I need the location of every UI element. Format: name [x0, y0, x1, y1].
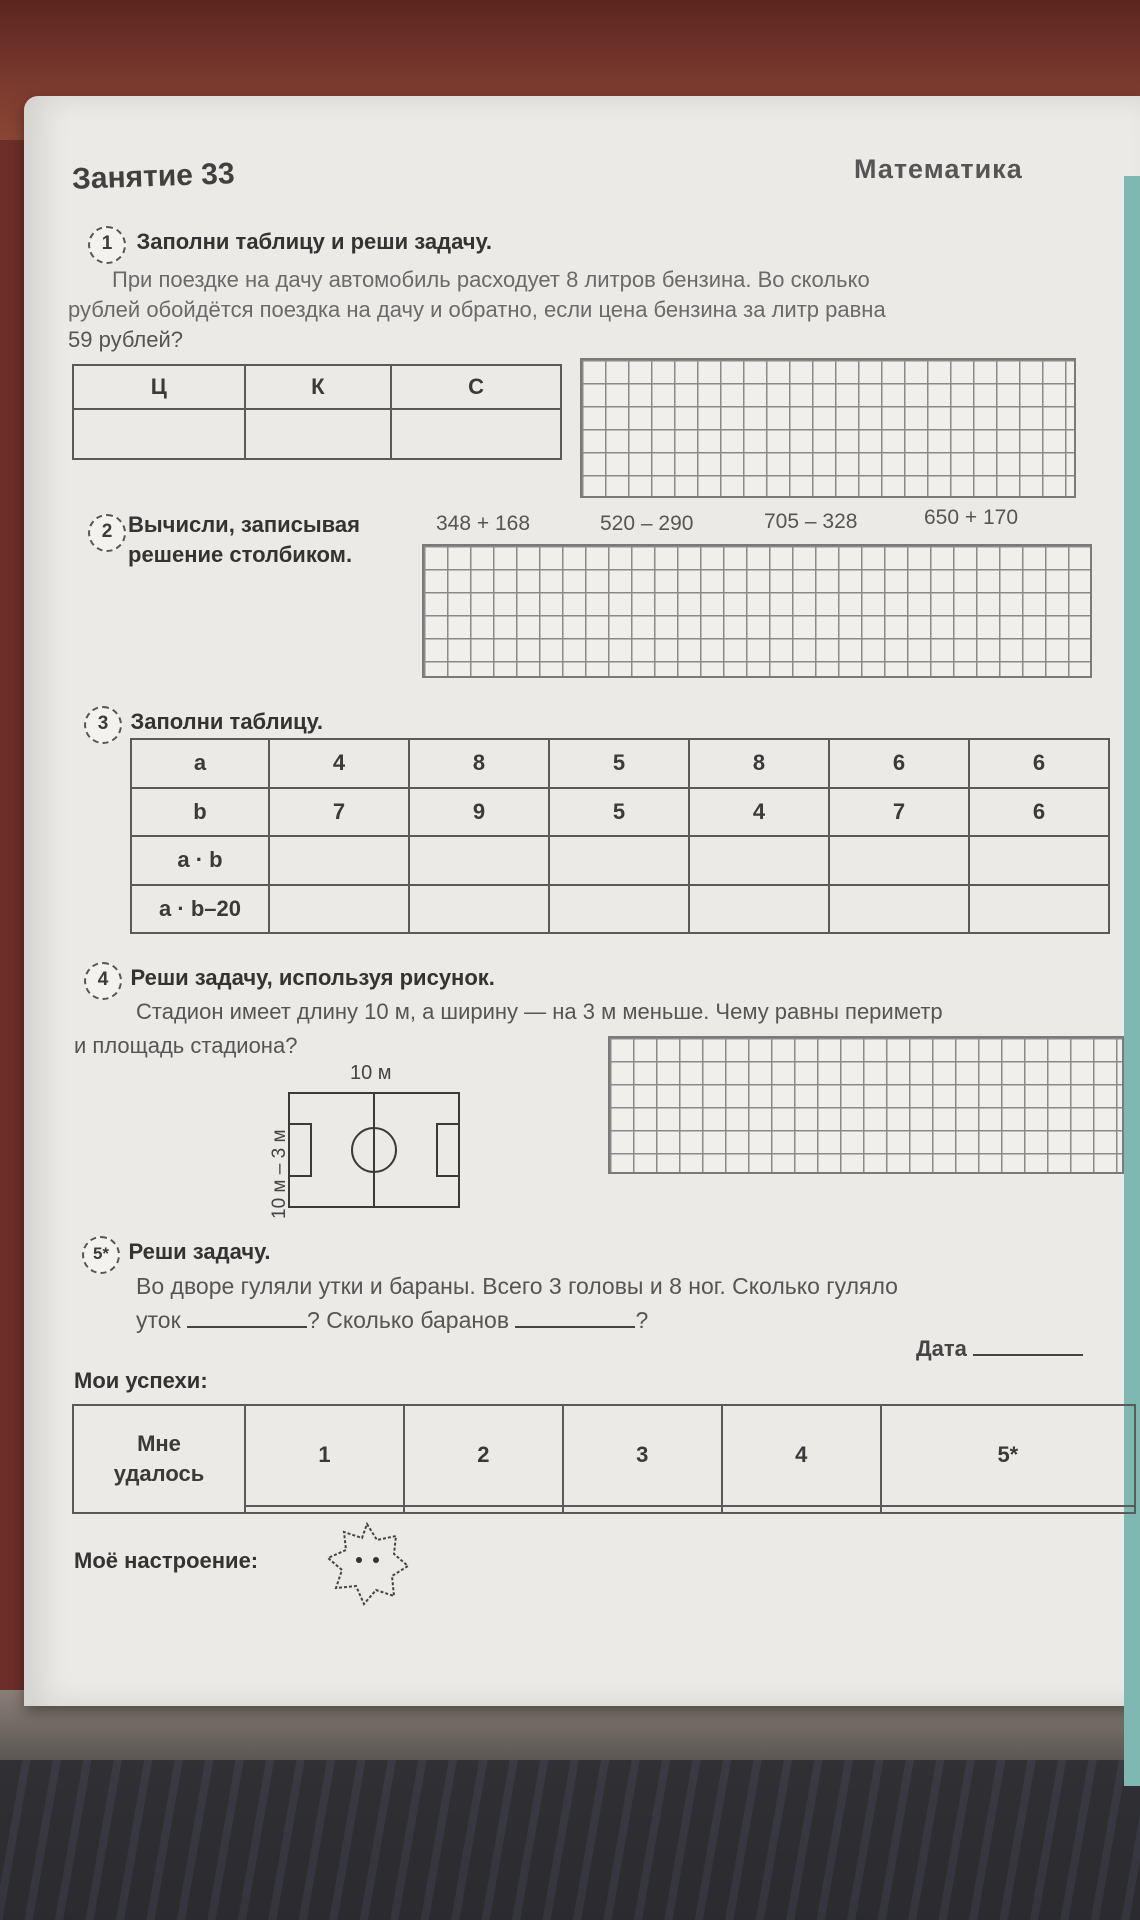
table-header-cost: С	[391, 365, 561, 409]
task-1-table	[72, 364, 562, 460]
task-number-badge: 2	[88, 514, 126, 552]
lesson-title: Занятие 33	[71, 157, 236, 196]
task-number-badge: 5*	[82, 1236, 120, 1274]
date-field	[916, 1336, 1083, 1362]
expression-1: 348 + 168	[436, 512, 531, 535]
table-cell-input[interactable]	[829, 885, 969, 934]
table-cell-input[interactable]	[409, 885, 549, 934]
row-label-ab-minus-20: a · b–20	[131, 885, 269, 934]
success-col-4: 4	[722, 1405, 881, 1506]
task-2-title-1: Вычисли, записывая	[128, 512, 360, 537]
table-header-price: Ц	[73, 365, 245, 409]
success-col-1: 1	[245, 1405, 404, 1506]
table-cell-input[interactable]	[269, 885, 409, 934]
success-col-3: 3	[563, 1405, 722, 1506]
task-2-work-grid[interactable]	[422, 544, 1092, 678]
row-label-a: a	[131, 739, 269, 788]
background-fabric	[0, 1760, 1140, 1920]
mood-label: Моё настроение:	[74, 1548, 259, 1573]
table-cell-input[interactable]	[549, 836, 689, 885]
ducks-word: уток	[136, 1307, 181, 1333]
expression-2: 520 – 290	[600, 512, 694, 535]
table-cell: 8	[689, 739, 829, 788]
success-col-2: 2	[404, 1405, 563, 1506]
success-row-label	[73, 1405, 245, 1513]
success-cell-input[interactable]	[722, 1506, 881, 1513]
table-cell: 7	[269, 788, 409, 837]
success-table	[72, 1404, 1136, 1514]
date-label: Дата	[916, 1336, 967, 1361]
task-4-text-2: и площадь стадиона?	[74, 1033, 298, 1058]
task-1-header	[88, 226, 492, 264]
success-title: Мои успехи:	[74, 1368, 208, 1393]
stadium-drawing	[288, 1092, 460, 1208]
table-cell: 8	[409, 739, 549, 788]
table-cell: 9	[409, 788, 549, 837]
task-1-work-grid[interactable]	[580, 358, 1076, 498]
table-cell: 4	[689, 788, 829, 837]
table-cell-input[interactable]	[549, 885, 689, 934]
success-label-line-1: Мне	[137, 1431, 181, 1456]
success-cell-input[interactable]	[563, 1506, 722, 1513]
success-col-5: 5*	[881, 1405, 1135, 1506]
sheep-answer-blank[interactable]	[515, 1326, 635, 1328]
task-title: Заполни таблицу и реши задачу.	[136, 229, 492, 254]
table-header-quantity: К	[245, 365, 392, 409]
table-cell-input[interactable]	[969, 836, 1109, 885]
task-number-badge: 4	[84, 962, 122, 1000]
table-cell-input[interactable]	[689, 885, 829, 934]
success-cell-input[interactable]	[881, 1506, 1135, 1513]
task-title: Реши задачу.	[128, 1239, 271, 1264]
task-title: Заполни таблицу.	[130, 709, 324, 734]
table-cell: 6	[969, 788, 1109, 837]
task-1-text-1: При поездке на дачу автомобиль расходует 8 литров бензина. Во сколько	[112, 267, 870, 292]
stadium-length-label: 10 м	[350, 1062, 392, 1084]
task-5-header	[82, 1236, 271, 1274]
table-cell-input[interactable]	[409, 836, 549, 885]
subject-title: Математика	[854, 154, 1023, 184]
task-title: Реши задачу, используя рисунок.	[130, 965, 495, 990]
table-cell: 5	[549, 788, 689, 837]
date-input-line[interactable]	[973, 1354, 1083, 1356]
success-label-line-2: удалось	[113, 1461, 205, 1486]
task-1-text-2: рублей обойдётся поездка на дачу и обратно, если цена бензина за литр равна	[68, 297, 886, 322]
ducks-answer-blank[interactable]	[187, 1326, 307, 1328]
table-cell-input[interactable]	[245, 409, 392, 459]
expression-4: 650 + 170	[924, 506, 1019, 529]
task-5-text-2	[136, 1304, 648, 1336]
task-5-text-1: Во дворе гуляли утки и бараны. Всего 3 головы и 8 ног. Сколько гуляло	[136, 1273, 898, 1299]
table-cell-input[interactable]	[269, 836, 409, 885]
stadium-width-label: 10 м – 3 м	[269, 1129, 290, 1219]
task-number-badge: 3	[84, 706, 122, 744]
table-cell: 7	[829, 788, 969, 837]
table-cell: 6	[969, 739, 1109, 788]
table-cell-input[interactable]	[689, 836, 829, 885]
success-cell-input[interactable]	[404, 1506, 563, 1513]
table-cell: 5	[549, 739, 689, 788]
row-label-ab: a · b	[131, 836, 269, 885]
row-label-b: b	[131, 788, 269, 837]
table-cell: 6	[829, 739, 969, 788]
task-2-badge-wrap	[88, 514, 126, 552]
task-2-title-2: решение столбиком.	[128, 542, 353, 567]
question-mark: ?	[635, 1307, 649, 1333]
task-4-text-1: Стадион имеет длину 10 м, а ширину — на 3 м меньше. Чему равны периметр	[136, 999, 943, 1024]
task-3-table	[130, 738, 1110, 934]
table-cell: 4	[269, 739, 409, 788]
task-number-badge: 1	[88, 226, 126, 264]
mood-face-icon[interactable]	[324, 1520, 410, 1606]
success-cell-input[interactable]	[245, 1506, 404, 1513]
table-cell-input[interactable]	[391, 409, 561, 459]
expression-3: 705 – 328	[764, 510, 858, 533]
table-cell-input[interactable]	[73, 409, 245, 459]
task-1-text-3: 59 рублей?	[68, 327, 184, 352]
task-4-header	[84, 962, 495, 1000]
task-4-work-grid[interactable]	[608, 1036, 1124, 1174]
table-cell-input[interactable]	[829, 836, 969, 885]
table-cell-input[interactable]	[969, 885, 1109, 934]
workbook-page	[24, 96, 1140, 1706]
sheep-question: ? Сколько баранов	[307, 1307, 510, 1333]
